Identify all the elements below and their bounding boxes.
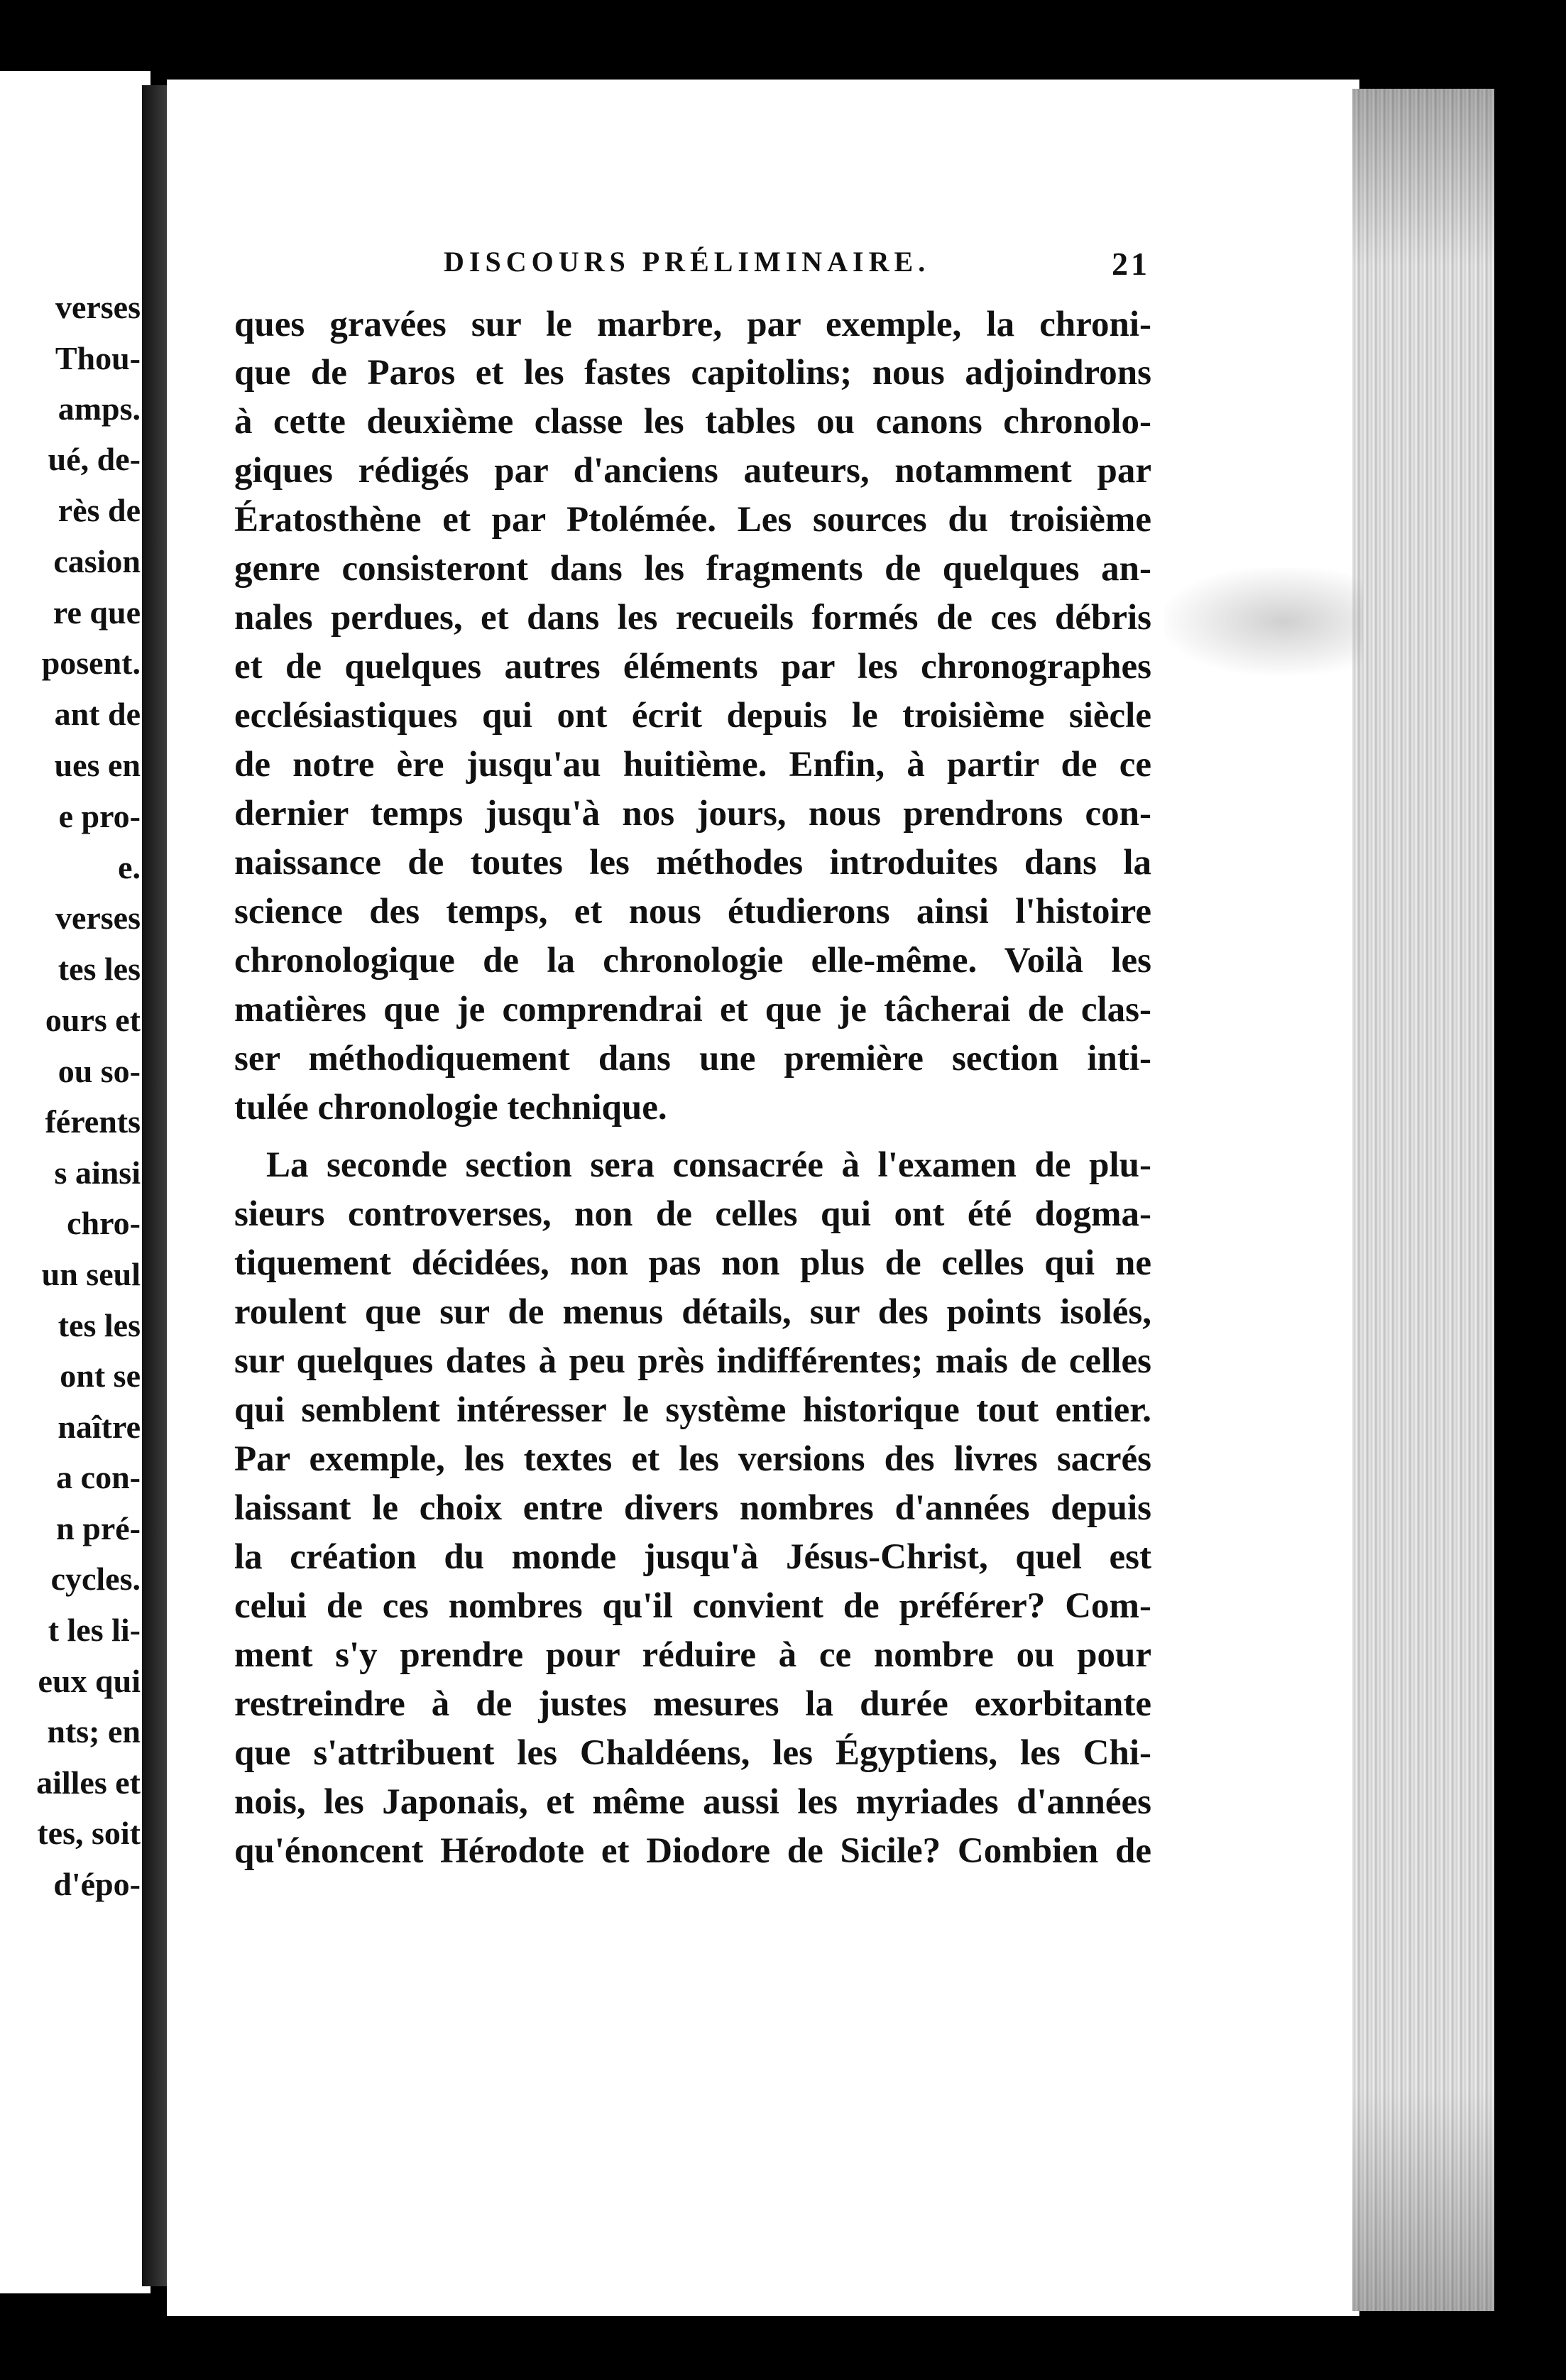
body-line: qui semblent intéresser le système historique tout entier. <box>234 1390 1151 1430</box>
body-line: sur quelques dates à peu près indifférentes; mais de celles <box>234 1341 1151 1381</box>
body-line: naissance de toutes les méthodes introduites dans la <box>234 843 1151 883</box>
body-line: celui de ces nombres qu'il convient de préférer? Com- <box>234 1586 1151 1626</box>
body-line: sieurs controverses, non de celles qui ont été dogma- <box>234 1194 1151 1234</box>
body-line: restreindre à de justes mesures la durée exorbitante <box>234 1684 1151 1724</box>
facing-page-line: naître <box>58 1409 141 1445</box>
facing-page-line: Thou- <box>55 340 141 376</box>
body-line: tiquement décidées, non pas non plus de celles qui ne <box>234 1243 1151 1283</box>
running-head: DISCOURS PRÉLIMINAIRE. <box>444 246 931 278</box>
facing-page-line: ont se <box>60 1358 141 1394</box>
body-line: dernier temps jusqu'à nos jours, nous prendrons con- <box>234 794 1151 834</box>
facing-page-line: e. <box>118 849 141 885</box>
facing-page-line: nts; en <box>47 1713 141 1749</box>
facing-page-line: casion <box>53 543 141 579</box>
facing-page-line: tes les <box>58 951 141 987</box>
facing-page-line: ours et <box>45 1002 141 1038</box>
paper-stain <box>1164 568 1363 675</box>
facing-page-line: rès de <box>58 492 141 528</box>
facing-page-line: tes les <box>58 1307 141 1343</box>
body-line: chronologique de la chronologie elle-même. Voilà les <box>234 941 1151 981</box>
body-line: que de Paros et les fastes capitolins; nous adjoindrons <box>234 353 1151 393</box>
body-line: roulent que sur de menus détails, sur des points isolés, <box>234 1292 1151 1332</box>
body-line: ecclésiastiques qui ont écrit depuis le troisième siècle <box>234 696 1151 736</box>
body-line: ser méthodiquement dans une première section inti- <box>234 1039 1151 1079</box>
facing-page-line: n pré- <box>56 1510 141 1546</box>
body-line: à cette deuxième classe les tables ou canons chronolo- <box>234 402 1151 442</box>
body-line: et de quelques autres éléments par les chronographes <box>234 647 1151 687</box>
body-line: ment s'y prendre pour réduire à ce nombre ou pour <box>234 1635 1151 1675</box>
body-line: Ératosthène et par Ptolémée. Les sources du troisième <box>234 500 1151 540</box>
facing-page-line: t les li- <box>48 1612 141 1648</box>
body-line: de notre ère jusqu'au huitième. Enfin, à partir de ce <box>234 745 1151 785</box>
body-line: ques gravées sur le marbre, par exemple, la chroni- <box>234 305 1151 344</box>
body-line: nales perdues, et dans les recueils formés de ces débris <box>234 598 1151 638</box>
page-number: 21 <box>1112 246 1150 282</box>
body-line: giques rédigés par d'anciens auteurs, notamment par <box>234 451 1151 491</box>
facing-page <box>0 71 150 2293</box>
facing-page-line: eux qui <box>38 1663 141 1699</box>
facing-page-line: férents <box>45 1103 141 1140</box>
facing-page-line: ues en <box>54 747 141 783</box>
facing-page-line: tes, soit <box>37 1815 141 1851</box>
facing-page-line: e pro- <box>58 798 141 834</box>
facing-page-line: chro- <box>67 1205 141 1241</box>
facing-page-line: amps. <box>58 391 141 427</box>
facing-page-line: a con- <box>56 1459 141 1495</box>
body-line: nois, les Japonais, et même aussi les myriades d'années <box>234 1782 1151 1822</box>
facing-page-line: cycles. <box>50 1561 141 1597</box>
body-line: Par exemple, les textes et les versions des livres sacrés <box>234 1439 1151 1479</box>
facing-page-line: s ainsi <box>54 1154 141 1191</box>
facing-page-line: verses <box>55 289 141 325</box>
facing-page-line: d'épo- <box>53 1866 141 1902</box>
body-line: qu'énoncent Hérodote et Diodore de Sicile? Combien de <box>234 1831 1151 1871</box>
facing-page-line: ailles et <box>36 1764 141 1801</box>
facing-page-line: re que <box>53 594 141 631</box>
body-line: laissant le choix entre divers nombres d'années depuis <box>234 1488 1151 1528</box>
facing-page-line: ou so- <box>58 1053 141 1089</box>
body-line: La seconde section sera consacrée à l'examen de plu- <box>266 1145 1151 1185</box>
body-line: matières que je comprendrai et que je tâcherai de clas- <box>234 990 1151 1030</box>
facing-page-line: un seul <box>41 1256 141 1292</box>
body-line: science des temps, et nous étudierons ainsi l'histoire <box>234 892 1151 932</box>
facing-page-line: posent. <box>41 645 141 681</box>
body-line: la création du monde jusqu'à Jésus-Christ, quel est <box>234 1537 1151 1577</box>
body-line: tulée chronologie technique. <box>234 1088 667 1128</box>
facing-page-line: verses <box>55 900 141 936</box>
facing-page-line: ué, de- <box>48 441 141 477</box>
facing-page-line: ant de <box>54 696 141 732</box>
body-line: que s'attribuent les Chaldéens, les Égyptiens, les Chi- <box>234 1733 1151 1773</box>
page-edges-shade <box>1352 89 1494 2311</box>
body-line: genre consisteront dans les fragments de quelques an- <box>234 549 1151 589</box>
